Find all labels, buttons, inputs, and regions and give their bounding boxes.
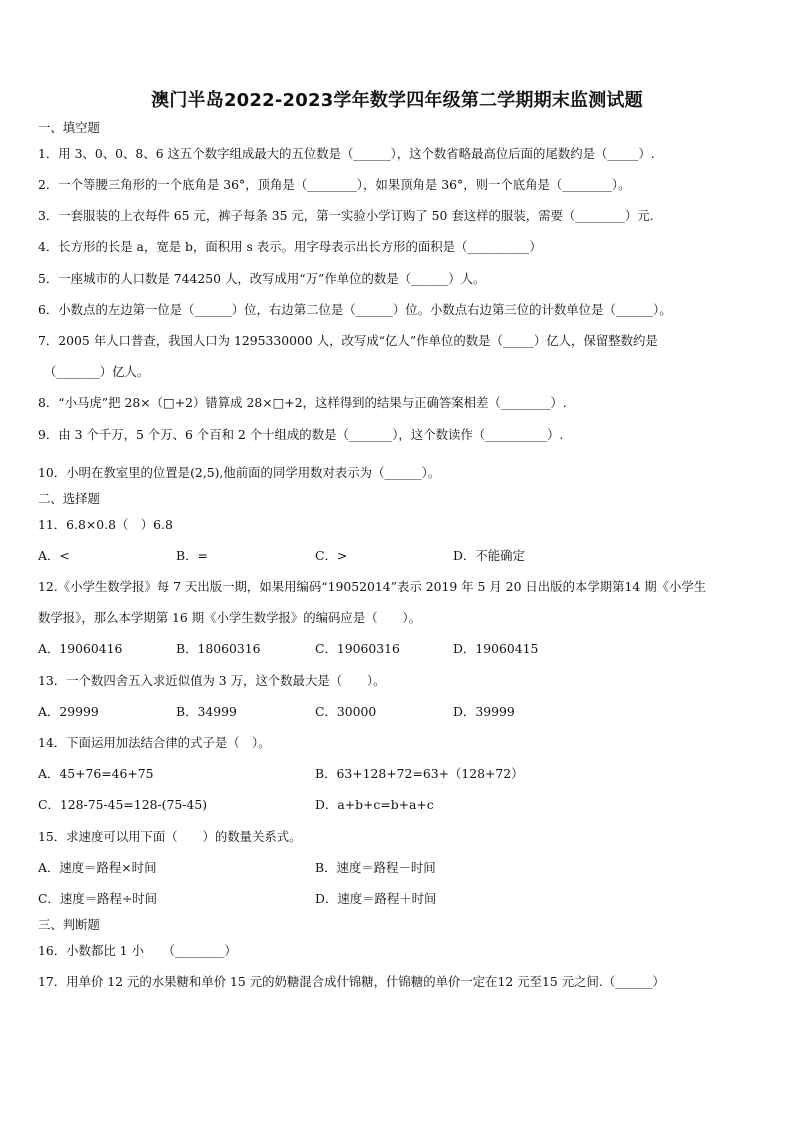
- question-15-option-d: D．速度＝路程＋时间: [315, 891, 437, 906]
- question-9: 9．由 3 个千万，5 个万、6 个百和 2 个十组成的数是（_______），这个数读作（__________）.: [38, 427, 564, 442]
- question-16: 16．小数都比 1 小 （________）: [38, 943, 237, 958]
- page-title: 澳门半岛2022-2023学年数学四年级第二学期期末监测试题: [151, 90, 643, 111]
- question-12-line-2: 数学报》，那么本学期第 16 期《小学生数学报》的编码应是（ ）。: [38, 610, 421, 625]
- question-11-option-d: D．不能确定: [453, 548, 525, 563]
- question-3: 3．一套服装的上衣每件 65 元，裤子每条 35 元，第一实验小学订购了 50 套这样的服装，需要（________）元.: [38, 208, 654, 223]
- section-heading-fill-blank: 一、填空题: [38, 120, 100, 135]
- question-11-option-b: B．=: [176, 548, 208, 563]
- question-1: 1．用 3、0、0、8、6 这五个数字组成最大的五位数是（______），这个数省略最高位后面的尾数约是（_____）.: [38, 146, 655, 161]
- question-7-line-1: 7．2005 年人口普查，我国人口为 1295330000 人，改写成“亿人”作单位的数是（_____）亿人，保留整数约是: [38, 333, 658, 348]
- question-11-option-c: C．>: [315, 548, 348, 563]
- question-12-option-b: B．18060316: [176, 641, 261, 656]
- question-7-line-2: （_______）亿人。: [44, 364, 150, 379]
- question-11-option-a: A．<: [38, 548, 70, 563]
- question-14-option-d: D．a+b+c=b+a+c: [315, 797, 434, 812]
- question-2: 2．一个等腰三角形的一个底角是 36°，顶角是（________），如果顶角是 36°，则一个底角是（________）。: [38, 177, 631, 192]
- question-17: 17．用单价 12 元的水果糖和单价 15 元的奶糖混合成什锦糖，什锦糖的单价一定在12 元至15 元之间.（______）: [38, 974, 665, 989]
- question-15-option-b: B．速度＝路程－时间: [315, 860, 436, 875]
- question-4: 4．长方形的长是 a，宽是 b，面积用 s 表示。用字母表示出长方形的面积是（__________）: [38, 239, 542, 254]
- question-15-option-a: A．速度＝路程×时间: [38, 860, 157, 875]
- question-13-option-c: C．30000: [315, 704, 377, 719]
- question-6: 6．小数点的左边第一位是（______）位，右边第二位是（______）位。小数点右边第三位的计数单位是（______）。: [38, 302, 672, 317]
- section-heading-multiple-choice: 二、选择题: [38, 491, 100, 506]
- question-14: 14．下面运用加法结合律的式子是（ ）。: [38, 735, 271, 750]
- question-13-option-d: D．39999: [453, 704, 515, 719]
- question-5: 5．一座城市的人口数是 744250 人，改写成用“万”作单位的数是（______）人。: [38, 271, 486, 286]
- question-11: 11．6.8×0.8（ ）6.8: [38, 517, 173, 532]
- question-10: 10．小明在教室里的位置是(2,5),他前面的同学用数对表示为（______）。: [38, 465, 441, 480]
- question-13-option-a: A．29999: [38, 704, 99, 719]
- section-heading-true-false: 三、判断题: [38, 917, 100, 932]
- question-12-option-c: C．19060316: [315, 641, 400, 656]
- question-12-option-d: D．19060415: [453, 641, 539, 656]
- question-12-line-1: 12.《小学生数学报》每 7 天出版一期，如果用编码“19052014”表示 2019 年 5 月 20 日出版的本学期第14 期《小学生: [38, 579, 707, 594]
- question-14-option-c: C．128-75-45=128-(75-45): [38, 797, 208, 812]
- question-8: 8．“小马虎”把 28×（□+2）错算成 28×□+2，这样得到的结果与正确答案相差（________）.: [38, 395, 567, 410]
- question-13: 13．一个数四舍五入求近似值为 3 万，这个数最大是（ ）。: [38, 673, 386, 688]
- question-15-option-c: C．速度＝路程÷时间: [38, 891, 157, 906]
- question-13-option-b: B．34999: [176, 704, 237, 719]
- question-14-option-a: A．45+76=46+75: [38, 766, 154, 781]
- question-14-option-b: B．63+128+72=63+（128+72）: [315, 766, 524, 781]
- question-15: 15．求速度可以用下面（ ）的数量关系式。: [38, 829, 302, 844]
- question-12-option-a: A．19060416: [38, 641, 123, 656]
